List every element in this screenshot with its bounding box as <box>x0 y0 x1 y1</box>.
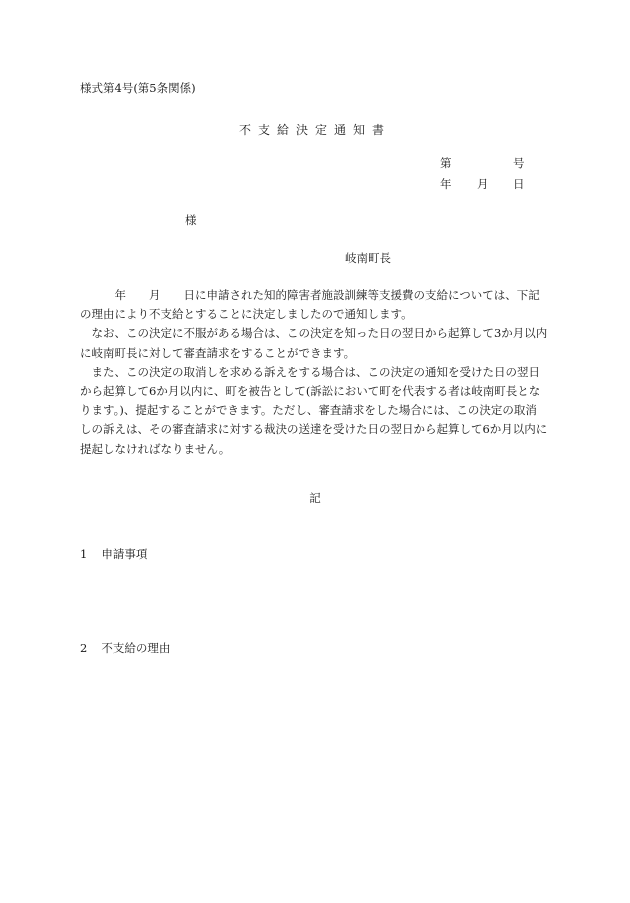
section-label: 申請事項 <box>101 547 148 561</box>
doc-number-prefix: 第 <box>440 156 452 170</box>
body-line: 提起しなければなりません。 <box>80 441 231 456</box>
body-line: から起算して6か月以内に、町を被告として(訴訟において町を代表する者は岐南町長とな <box>80 383 541 398</box>
doc-number-suffix: 号 <box>513 156 525 170</box>
date-month: 月 <box>477 177 489 191</box>
section-number: 2 <box>80 641 88 655</box>
body-line: また、この決定の取消しを求める訴えをする場合は、この決定の通知を受けた日の翌日 <box>80 364 540 379</box>
section-label: 不支給の理由 <box>101 641 171 655</box>
section-reason <box>80 640 170 656</box>
body-line: しの訴えは、その審査請求に対する裁決の送達を受けた日の翌日から起算して6か月以内に <box>80 422 548 437</box>
date-year: 年 <box>440 177 452 191</box>
form-number: 様式第4号(第5条関係) <box>80 81 196 95</box>
body-line: の理由により不支給とすることに決定しましたので通知します。 <box>80 307 413 322</box>
body-line: に岐南町長に対して審査請求をすることができます。 <box>80 345 356 360</box>
body-line: なお、この決定に不服がある場合は、この決定を知った日の翌日から起算して3か月以内 <box>80 326 548 341</box>
addressee-suffix: 様 <box>185 213 197 227</box>
body-text <box>80 286 560 459</box>
document-title: 不支給決定通知書 <box>238 123 391 137</box>
date-day: 日 <box>513 177 525 191</box>
section-application-items <box>80 546 147 562</box>
body-line: ります。)、提起することができます。ただし、審査請求をした場合には、この決定の取消 <box>80 403 537 418</box>
ki-marker: 記 <box>309 491 321 505</box>
issuer-name: 岐南町長 <box>345 251 391 265</box>
body-line: 年 月 日に申請された知的障害者施設訓練等支援費の支給については、下記 <box>80 288 540 302</box>
section-number: 1 <box>80 547 88 561</box>
